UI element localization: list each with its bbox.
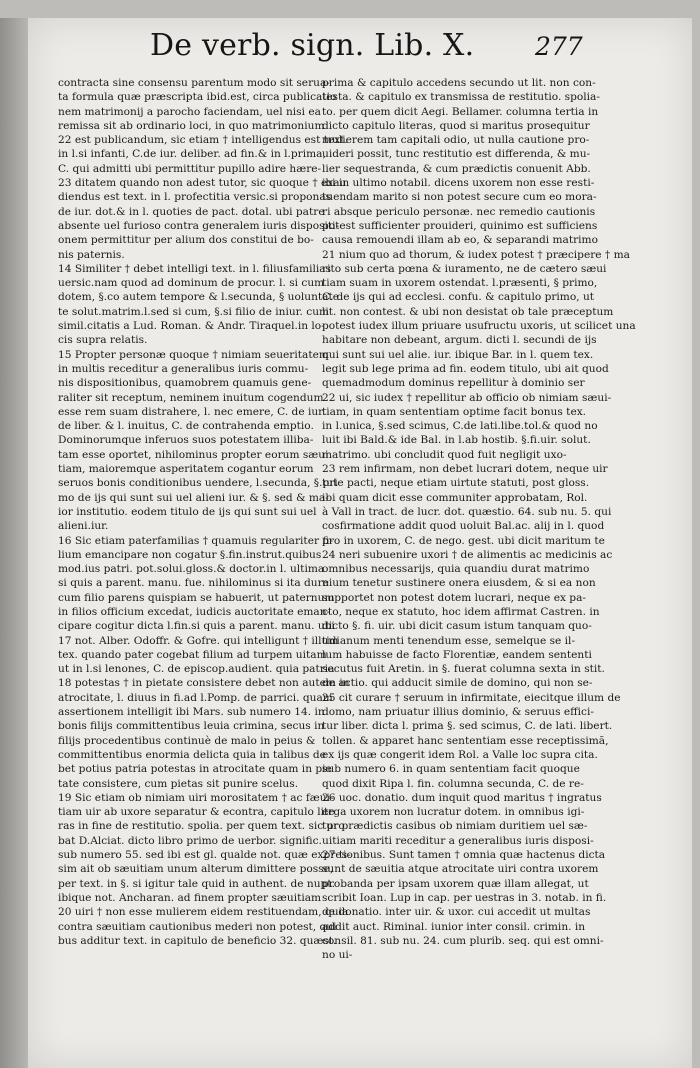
text-line: remissa sit ab ordinario loci, in quo matrimonium xyxy=(58,119,325,132)
text-line: legit sub lege prima ad fin. eodem titulo, ubi ait quod xyxy=(322,362,609,375)
text-line: te solut.matrim.l.sed si cum, §.si filio de iniur. cum xyxy=(58,305,330,318)
text-line: tur prædictis casibus ob nimiam duritiem uel sæ- xyxy=(322,820,588,833)
text-line: à Vall in tract. de lucr. dot. quæstio. 64. sub nu. 5. qui xyxy=(322,505,612,518)
text-line: nis dispositionibus, quamobrem quamuis gene- xyxy=(58,377,312,390)
text-line: raliter sit receptum, neminem inuitum cogendum xyxy=(58,391,324,404)
text-line: secutus fuit Aretin. in §. fuerat columna sexta in stit. xyxy=(322,663,605,676)
text-line: tidianum menti tenendum esse, semelque se il- xyxy=(322,634,576,647)
running-header: De verb. sign. Lib. X. xyxy=(150,28,475,63)
text-line: tur liber. dicta l. prima §. sed scimus, C. de lati. libert. xyxy=(322,720,613,733)
text-line: lium emancipare non cogatur §.fin.instrut.quibus xyxy=(58,548,322,561)
text-line: tiam uir ab uxore separatur & econtra, capitulo lite xyxy=(58,806,335,819)
text-line: qui sunt sui uel alie. iur. ibique Bar. in l. quem tex. xyxy=(322,348,594,361)
text-line: sim ait ob sæuitiam unum alterum dimittere posse, xyxy=(58,863,334,876)
text-line: bat D.Alciat. dicto libro primo de uerbor. signific. xyxy=(58,834,322,847)
text-line: scribit Ioan. Lup in cap. per uestras in 3. notab. in fi. xyxy=(322,891,607,904)
text-line: seruos bonis conditionibus uendere, l.secunda, §.pri xyxy=(58,477,338,490)
text-line: ibique not. Ancharan. ad finem propter sæuitiam xyxy=(58,891,322,904)
text-line: supportet non potest dotem lucrari, neque ex pa- xyxy=(322,591,586,604)
text-line: ibi in ultimo notabil. dicens uxorem non esse resti- xyxy=(322,177,595,190)
page-number: 277 xyxy=(535,32,583,61)
right-text-column xyxy=(322,76,636,962)
text-line: diendus est text. in l. profectitia versic.si proponas xyxy=(58,191,332,204)
text-line: sub numero 55. sed ibi est gl. qualde not. quæ expres- xyxy=(58,849,351,862)
text-line: no ui- xyxy=(322,949,353,962)
text-line: ibi quam dicit esse communiter approbatam, Rol. xyxy=(322,491,588,504)
text-line: potest iudex illum priuare usufructu uxoris, ut scilicet una xyxy=(322,320,636,333)
left-text-column xyxy=(58,76,351,948)
text-line: simil.citatis a Lud. Roman. & Andr. Tiraquel.in lo- xyxy=(58,320,325,333)
text-line: 27 tionibus. Sunt tamen † omnia quæ hactenus dicta xyxy=(322,849,606,862)
text-line: 20 uiri † non esse mulierem eidem restituendam, quia xyxy=(58,906,349,919)
text-line: bet potius patria potestas in atrocitate quam in pie xyxy=(58,763,332,776)
text-line: 26 uoc. donatio. dum inquit quod maritus † ingratus xyxy=(322,791,602,804)
text-line: cum filio parens quispiam se habuerit, ut paternum xyxy=(58,591,335,604)
text-line: lum habuisse de facto Florentiæ, eandem sententi xyxy=(322,648,592,661)
text-line: potest sufficienter prouideri, quinimo est sufficiens xyxy=(322,219,598,232)
text-line: 18 potestas † in pietate consistere debet non autem in xyxy=(58,677,350,690)
text-line: tex. quando pater cogebat filium ad turpem uitam xyxy=(58,648,327,661)
text-line: alieni.iur. xyxy=(58,520,109,533)
text-line: domo, nam priuatur illius dominio, & seruus effici- xyxy=(322,706,594,719)
text-line: ior institutio. eodem titulo de ijs qui sunt sui uel xyxy=(58,505,317,518)
text-line: in filios officium excedat, iudicis auctoritate eman- xyxy=(58,605,331,618)
text-line: per text. in §. si igitur tale quid in authent. de nupt. xyxy=(58,877,335,890)
text-line: 23 rem infirmam, non debet lucrari dotem, neque uir xyxy=(322,463,608,476)
text-line: tuendam marito si non potest secure cum eo mora- xyxy=(322,191,597,204)
text-line: 25 cit curare † seruum in infirmitate, eiecitque illum de xyxy=(322,691,621,704)
text-line: onem permittitur per alium dos constitui de bo- xyxy=(58,234,314,247)
text-line: nium tenetur sustinere onera eiusdem, & si ea non xyxy=(322,577,596,590)
text-line: dicto capitulo literas, quod si maritus prosequitur xyxy=(322,119,590,132)
text-line: quod dixit Ripa l. fin. columna secunda, C. de re- xyxy=(322,777,584,790)
text-line: assertionem intelligit ibi Mars. sub numero 14. in xyxy=(58,706,325,719)
text-line: uersic.nam quod ad dominum de procur. l. si cum xyxy=(58,277,325,290)
text-line: tiam, in quam sententiam optime facit bonus tex. xyxy=(322,405,587,418)
text-line: in l.unica, §.sed scimus, C.de lati.libe.tol.& quod no xyxy=(322,420,598,433)
text-line: matrimo. ubi concludit quod fuit negligit uxo- xyxy=(322,448,567,461)
text-line: de iur. dot.& in l. quoties de pact. dotal. ubi patre xyxy=(58,205,325,218)
text-line: 21 nium quo ad thorum, & iudex potest † præcipere † ma xyxy=(322,248,630,261)
text-line: committentibus enormia delicta quia in talibus de xyxy=(58,748,326,761)
text-line: pro in uxorem, C. de nego. gest. ubi dicit maritum te xyxy=(322,534,605,547)
text-line: erga uxorem non lucratur dotem. in omnibus igi- xyxy=(322,806,585,819)
text-line: filijs procedentibus continuè de malo in peius & xyxy=(58,734,316,747)
text-line: contracta sine consensu parentum modo sit serua- xyxy=(58,77,330,89)
text-line: in multis receditur a generalibus iuris commu- xyxy=(58,362,309,375)
text-line: C. qui admitti ubi permittitur pupillo adire hære- xyxy=(58,162,322,175)
text-line: luit ibi Bald.& ide Bal. in l.ab hostib. §.fi.uir. solut. xyxy=(322,434,591,447)
text-line: to. per quem dicit Aegi. Bellamer. columna tertia in xyxy=(322,105,599,118)
text-line: Dominorumque inferuos suos potestatem illiba- xyxy=(58,434,314,447)
text-line: addit auct. Riminal. iunior inter consil. crimin. in xyxy=(322,920,586,933)
text-line: de liber. & l. inuitus, C. de contrahenda emptio. xyxy=(58,420,314,433)
text-line: C. de ijs qui ad ecclesi. confu. & capitulo primo, ut xyxy=(322,291,595,304)
text-line: de donatio. inter uir. & uxor. cui accedit ut multas xyxy=(322,906,591,919)
text-line: 14 Similiter † debet intelligi text. in l. filiusfamilias xyxy=(58,262,331,275)
text-line: mulierem tam capitali odio, ut nulla cautione pro- xyxy=(322,134,590,147)
text-line: 19 Sic etiam ob nimiam uiri morositatem † ac fæui- xyxy=(58,791,334,804)
text-line: tiam suam in uxorem ostendat. l.præsenti, § primo, xyxy=(322,277,598,290)
text-line: testa. & capitulo ex transmissa de restitutio. spolia- xyxy=(322,91,600,104)
text-line: 16 Sic etiam paterfamilias † quamuis regulariter fi- xyxy=(58,534,334,547)
text-line: consil. 81. sub nu. 24. cum plurib. seq. qui est omni- xyxy=(322,934,604,947)
text-line: ex ijs quæ congerit idem Rol. a Valle loc supra cita. xyxy=(322,748,598,761)
text-line: lier sequestranda, & cum prædictis conuenit Abb. xyxy=(322,162,591,175)
text-line: absente uel furioso contra generalem iuris dispositi- xyxy=(58,219,340,232)
text-line: mo de ijs qui sunt sui uel alieni iur. & §. sed & ma- xyxy=(58,491,329,504)
text-line: uideri possit, tunc restitutio est differenda, & mu- xyxy=(322,148,591,161)
text-line: cosfirmatione addit quod uoluit Bal.ac. alij in l. quod xyxy=(322,520,605,533)
binding-shadow xyxy=(0,18,28,1068)
text-line: quemadmodum dominus repellitur à dominio ser xyxy=(322,377,585,390)
text-line: ri absque periculo personæ. nec remedio cautionis xyxy=(322,205,596,218)
text-line: 17 not. Alber. Odoffr. & Gofre. qui intelligunt † illum xyxy=(58,634,339,647)
text-line: cipare cogitur dicta l.fin.si quis a parent. manu. ubi xyxy=(58,620,335,633)
text-line: dicto §. fi. uir. ubi dicit casum istum tanquam quo- xyxy=(322,620,592,633)
text-line: tam esse oportet, nihilominus propter eorum sæui xyxy=(58,448,329,461)
text-line: sub numero 6. in quam sententiam facit quoque xyxy=(322,763,580,776)
text-line: cto, neque ex statuto, hoc idem affirmat Castren. in xyxy=(322,605,600,618)
text-line: 24 neri subuenire uxori † de alimentis ac medicinis ac xyxy=(322,548,613,561)
text-line: omnibus necessarijs, quia quandiu durat matrimo xyxy=(322,563,590,576)
text-line: tate consistere, cum pietas sit punire scelus. xyxy=(58,777,299,790)
text-line: 15 Propter personæ quoque † nimiam seueritatem xyxy=(58,348,329,361)
text-line: 22 est publicandum, sic etiam † intelligendus est text. xyxy=(58,134,348,147)
text-line: 23 ditatem quando non adest tutor, sic quoque † exau xyxy=(58,177,347,190)
text-line: esse rem suam distrahere, l. nec emere, C. de iur. xyxy=(58,405,326,418)
text-line: bus additur text. in capitulo de beneficio 32. quæst. xyxy=(58,934,337,947)
text-line: nis paternis. xyxy=(58,248,125,261)
text-line: tiam, maioremque asperitatem cogantur eorum xyxy=(58,463,314,476)
text-line: si quis a parent. manu. fue. nihilominus si ita dure xyxy=(58,577,329,590)
text-line: mod.ius patri. pot.solui.gloss.& doctor.in l. ultima xyxy=(58,563,325,576)
text-line: ut in l.si lenones, C. de episcop.audient. quia patria xyxy=(58,663,335,676)
text-line: 22 ui, sic iudex † repellitur ab officio ob nimiam sæui- xyxy=(322,391,612,404)
text-line: ras in fine de restitutio. spolia. per quem text. sic pro xyxy=(58,820,345,833)
text-line: rito sub certa pœna & iuramento, ne de cætero sæui xyxy=(322,262,607,275)
text-line: atrocitate, l. diuus in fi.ad l.Pomp. de parrici. quam xyxy=(58,691,333,704)
text-line: lit. non contest. & ubi non desistat ob tale præceptum xyxy=(322,305,614,318)
text-line: tute pacti, neque etiam uirtute statuti, post gloss. xyxy=(322,477,590,490)
text-line: in l.si infanti, C.de iur. deliber. ad fin.& in l.prima, xyxy=(58,148,326,161)
text-line: prima & capitulo accedens secundo ut lit. non con- xyxy=(322,77,596,89)
text-line: dotem, §.co autem tempore & l.secunda, § uoluntate xyxy=(58,291,339,304)
text-line: probanda per ipsam uxorem quæ illam allegat, ut xyxy=(322,877,589,890)
text-line: nem matrimonij a parocho faciendam, uel nisi ea xyxy=(58,105,321,118)
text-line: ta formula quæ præscripta ibid.est, circa publicatio xyxy=(58,91,337,104)
text-line: bonis filijs committentibus leuia crimina, secus in xyxy=(58,720,325,733)
text-line: tollen. & apparet hanc sententiam esse receptissimã, xyxy=(322,734,609,747)
text-line: habitare non debeant, argum. dicti l. secundi de ijs xyxy=(322,334,597,347)
text-line: contra sæuitiam cautionibus mederi non potest, qui xyxy=(58,920,337,933)
text-line: sunt de sæuitia atque atrocitate uiri contra uxorem xyxy=(322,863,599,876)
text-line: uitiam mariti receditur a generalibus iuris disposi- xyxy=(322,834,594,847)
text-line: cis supra relatis. xyxy=(58,334,148,347)
text-line: de actio. qui adducit simile de domino, qui non se- xyxy=(322,677,593,690)
text-line: causa remouendi illam ab eo, & separandi matrimo xyxy=(322,234,598,247)
